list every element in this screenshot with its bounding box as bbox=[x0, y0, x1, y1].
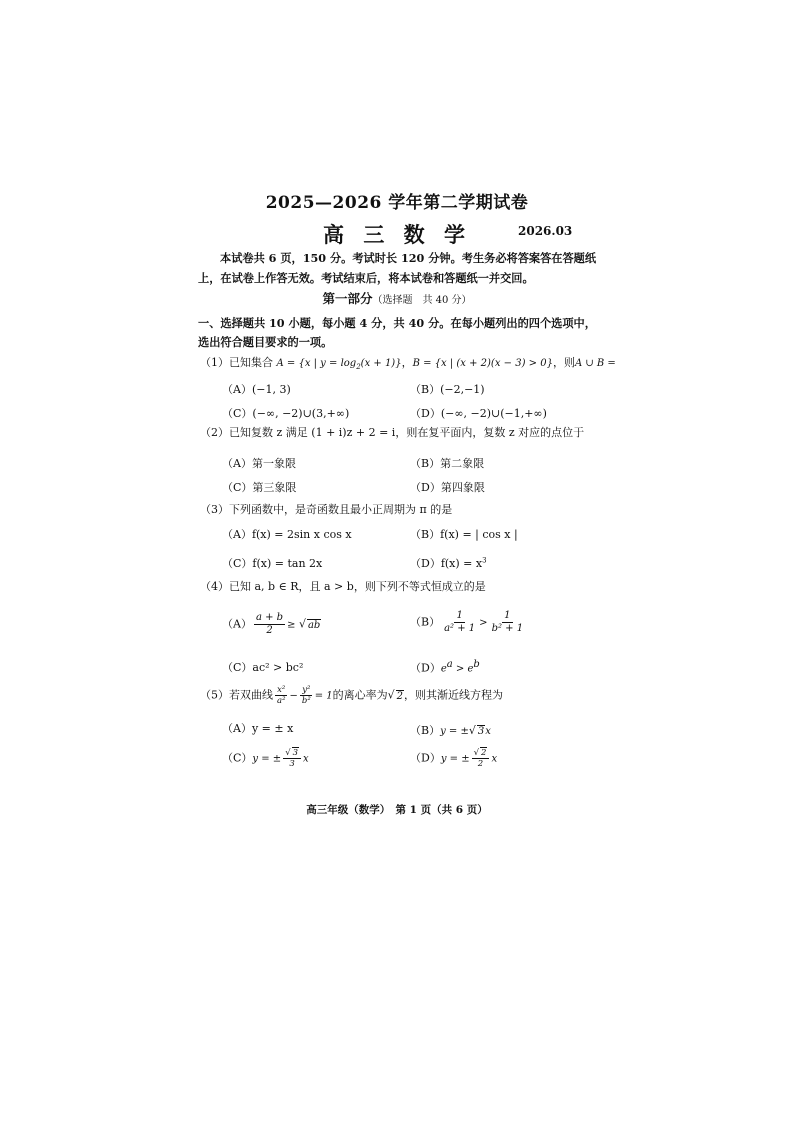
question-text: ，则 bbox=[552, 356, 575, 369]
question-3-stem bbox=[200, 501, 452, 517]
question-text: 已知集合 bbox=[229, 356, 273, 369]
question-4-option-b: （B） $\frac{1}{\text{a² + 1}}$ > $\frac{1}{\text{b² + 1}}$ bbox=[410, 610, 524, 634]
question-number: （2） bbox=[200, 426, 229, 439]
question-3-option-d: $(D)f(x) = x^3$ bbox=[410, 556, 487, 570]
question-3-option-b: （B）f(x) = | cos x | bbox=[410, 528, 518, 541]
question-1-stem bbox=[200, 354, 616, 371]
math-union: A ∪ B = bbox=[574, 358, 616, 369]
question-1-option-c: （C）(−∞, −2)∪(3,+∞) bbox=[222, 407, 350, 420]
question-4-option-d: $(D)e^a > e^b$ bbox=[410, 659, 480, 675]
question-1-option-a: （A）(−1, 3) bbox=[222, 383, 291, 396]
question-number: （4） bbox=[200, 580, 229, 593]
question-1-option-d: （D）(−∞, −2)∪(−1,+∞) bbox=[410, 407, 547, 420]
part-heading bbox=[0, 289, 794, 307]
question-2-option-d: （D）第四象限 bbox=[410, 481, 485, 494]
question-number: （5） bbox=[200, 688, 229, 702]
question-5-option-d: （D）y = ± $\frac{√ 2}{2}$ x bbox=[410, 748, 498, 769]
page-footer: 高三年级（数学） 第 1 页（共 6 页） bbox=[306, 804, 488, 816]
question-3-option-a: （A）f(x) = 2sin x cos x bbox=[222, 528, 352, 541]
exam-date: 2026.03 bbox=[518, 224, 573, 238]
question-number: （1） bbox=[200, 356, 229, 369]
exam-title: 2025—2026 学年第二学期试卷 bbox=[265, 193, 529, 213]
question-5-option-b: （B）y = ±√ 3x bbox=[410, 724, 491, 737]
question-number: （3） bbox=[200, 503, 229, 516]
math-set-b: B = {x | (x + 2)(x − 3) > 0} bbox=[412, 358, 553, 369]
question-4-option-a: （A） $\frac{a + b}{2}$ ≥ √ ab bbox=[222, 612, 321, 636]
comma: ， bbox=[401, 356, 413, 369]
question-1-option-b: （B）(−2,−1) bbox=[410, 383, 485, 396]
question-2-stem bbox=[200, 424, 584, 440]
math-set-a: A = {x | $y = \log_2(x + 1)$} bbox=[276, 358, 402, 371]
question-2-option-a: （A）第一象限 bbox=[222, 457, 296, 470]
question-text: 下列函数中，是奇函数且最小正周期为 π 的是 bbox=[229, 503, 453, 516]
section-instructions: 一、选择题共 10 小题，每小题 4 分，共 40 分。在每小题列出的四个选项中，选出符合题目要求的一项。 bbox=[198, 316, 596, 349]
question-3-option-c: （C）f(x) = tan 2x bbox=[222, 557, 323, 570]
question-5-option-c: （C）y = ± $\frac{√ 3}{3}$ x bbox=[222, 748, 309, 769]
exam-instructions: 本试卷共 6 页，150 分。考试时长 120 分钟。考生务必将答案答在答题纸上，在试卷上作答无效。考试结束后，将本试卷和答题纸一并交回。 bbox=[198, 251, 597, 285]
question-2-option-b: （B）第二象限 bbox=[410, 457, 485, 470]
question-text: 已知复数 z 满足 (1 + i)z + 2 = i，则在复平面内，复数 z 对应的点位于 bbox=[229, 426, 585, 439]
question-5-stem: （5）若双曲线 $\frac{\text{x²}}{\text{a²}}$ − $\frac{\text{y²}}{\text{b²}}$ = 1的离心率为√ 2，则其渐近线方程为 bbox=[200, 685, 504, 706]
question-4-stem bbox=[200, 578, 486, 594]
subject-title: 高 三 数 学 bbox=[323, 222, 471, 247]
part-title: 第一部分 bbox=[322, 291, 373, 306]
question-4-option-c: （C）ac² > bc² bbox=[222, 661, 304, 674]
question-5-option-a: （A）y = ± x bbox=[222, 722, 294, 735]
question-2-option-c: （C）第三象限 bbox=[222, 481, 297, 494]
part-subtitle: （选择题 共 40 分） bbox=[372, 295, 472, 306]
question-text: 已知 a, b ∈ R，且 a > b，则下列不等式恒成立的是 bbox=[229, 580, 486, 593]
